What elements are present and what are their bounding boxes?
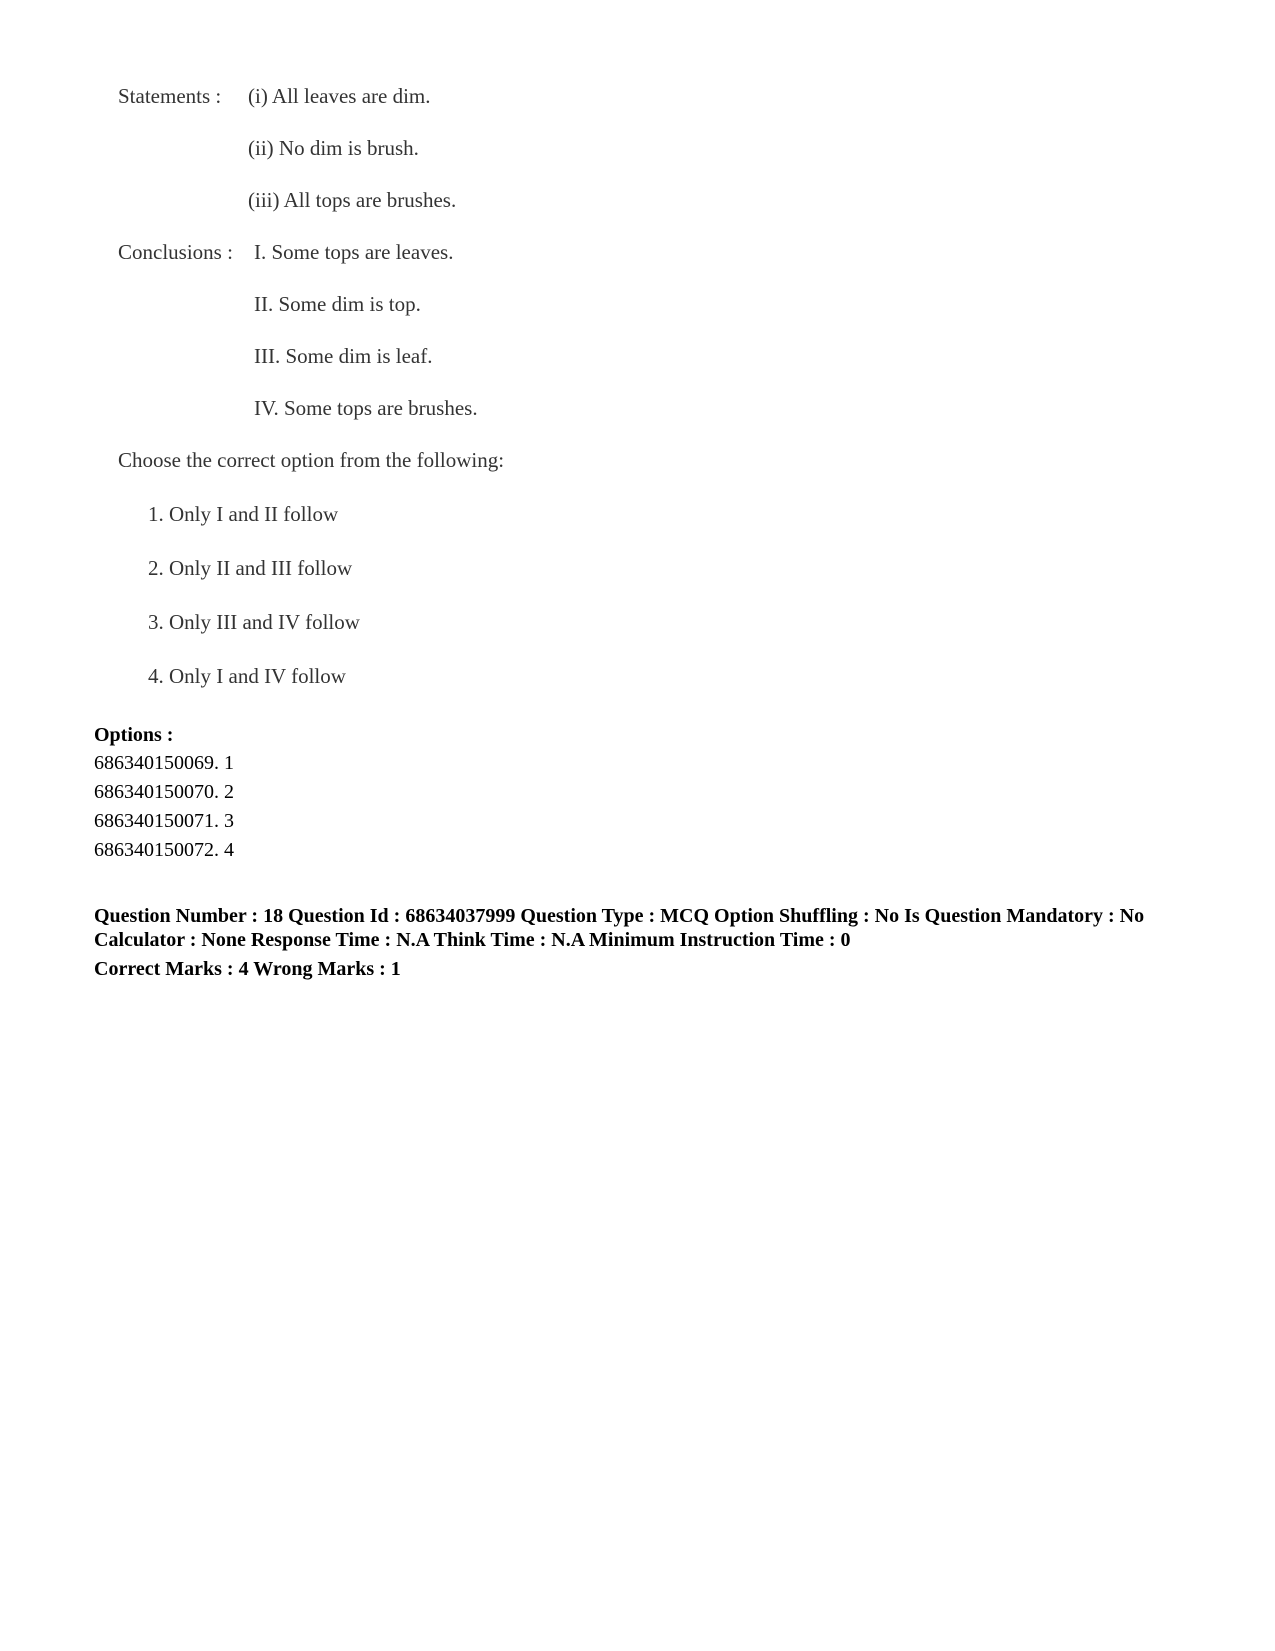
options-label: Options : xyxy=(94,724,174,746)
option-row-1: 686340150069. 1 xyxy=(94,752,234,774)
conclusion-4: IV. Some tops are brushes. xyxy=(254,396,478,420)
statements-label: Statements : xyxy=(118,84,222,108)
option-row-3: 686340150071. 3 xyxy=(94,810,234,832)
option-row-2: 686340150070. 2 xyxy=(94,781,234,803)
conclusions-label: Conclusions : xyxy=(118,240,233,264)
choice-1: 1. Only I and II follow xyxy=(148,502,339,526)
conclusion-1: I. Some tops are leaves. xyxy=(254,240,454,264)
instruction-text: Choose the correct option from the following: xyxy=(118,448,505,472)
choice-2: 2. Only II and III follow xyxy=(148,556,353,580)
option-row-4: 686340150072. 4 xyxy=(94,839,234,861)
statement-2: (ii) No dim is brush. xyxy=(248,136,419,160)
marks-line: Correct Marks : 4 Wrong Marks : 1 xyxy=(94,958,401,980)
conclusion-3: III. Some dim is leaf. xyxy=(254,344,433,368)
question-meta: Question Number : 18 Question Id : 68634037999 Question Type : MCQ Option Shuffling : No Is Question Mandatory : No Calculator : None Response Time : N.A Think Time : N.A Minimum Instruction Time : 0 xyxy=(94,905,1145,951)
question-image xyxy=(0,0,1275,720)
choice-3: 3. Only III and IV follow xyxy=(148,610,360,634)
choice-4: 4. Only I and IV follow xyxy=(148,664,346,688)
statement-3: (iii) All tops are brushes. xyxy=(248,188,457,212)
conclusion-2: II. Some dim is top. xyxy=(254,292,421,316)
statement-1: (i) All leaves are dim. xyxy=(248,84,431,108)
